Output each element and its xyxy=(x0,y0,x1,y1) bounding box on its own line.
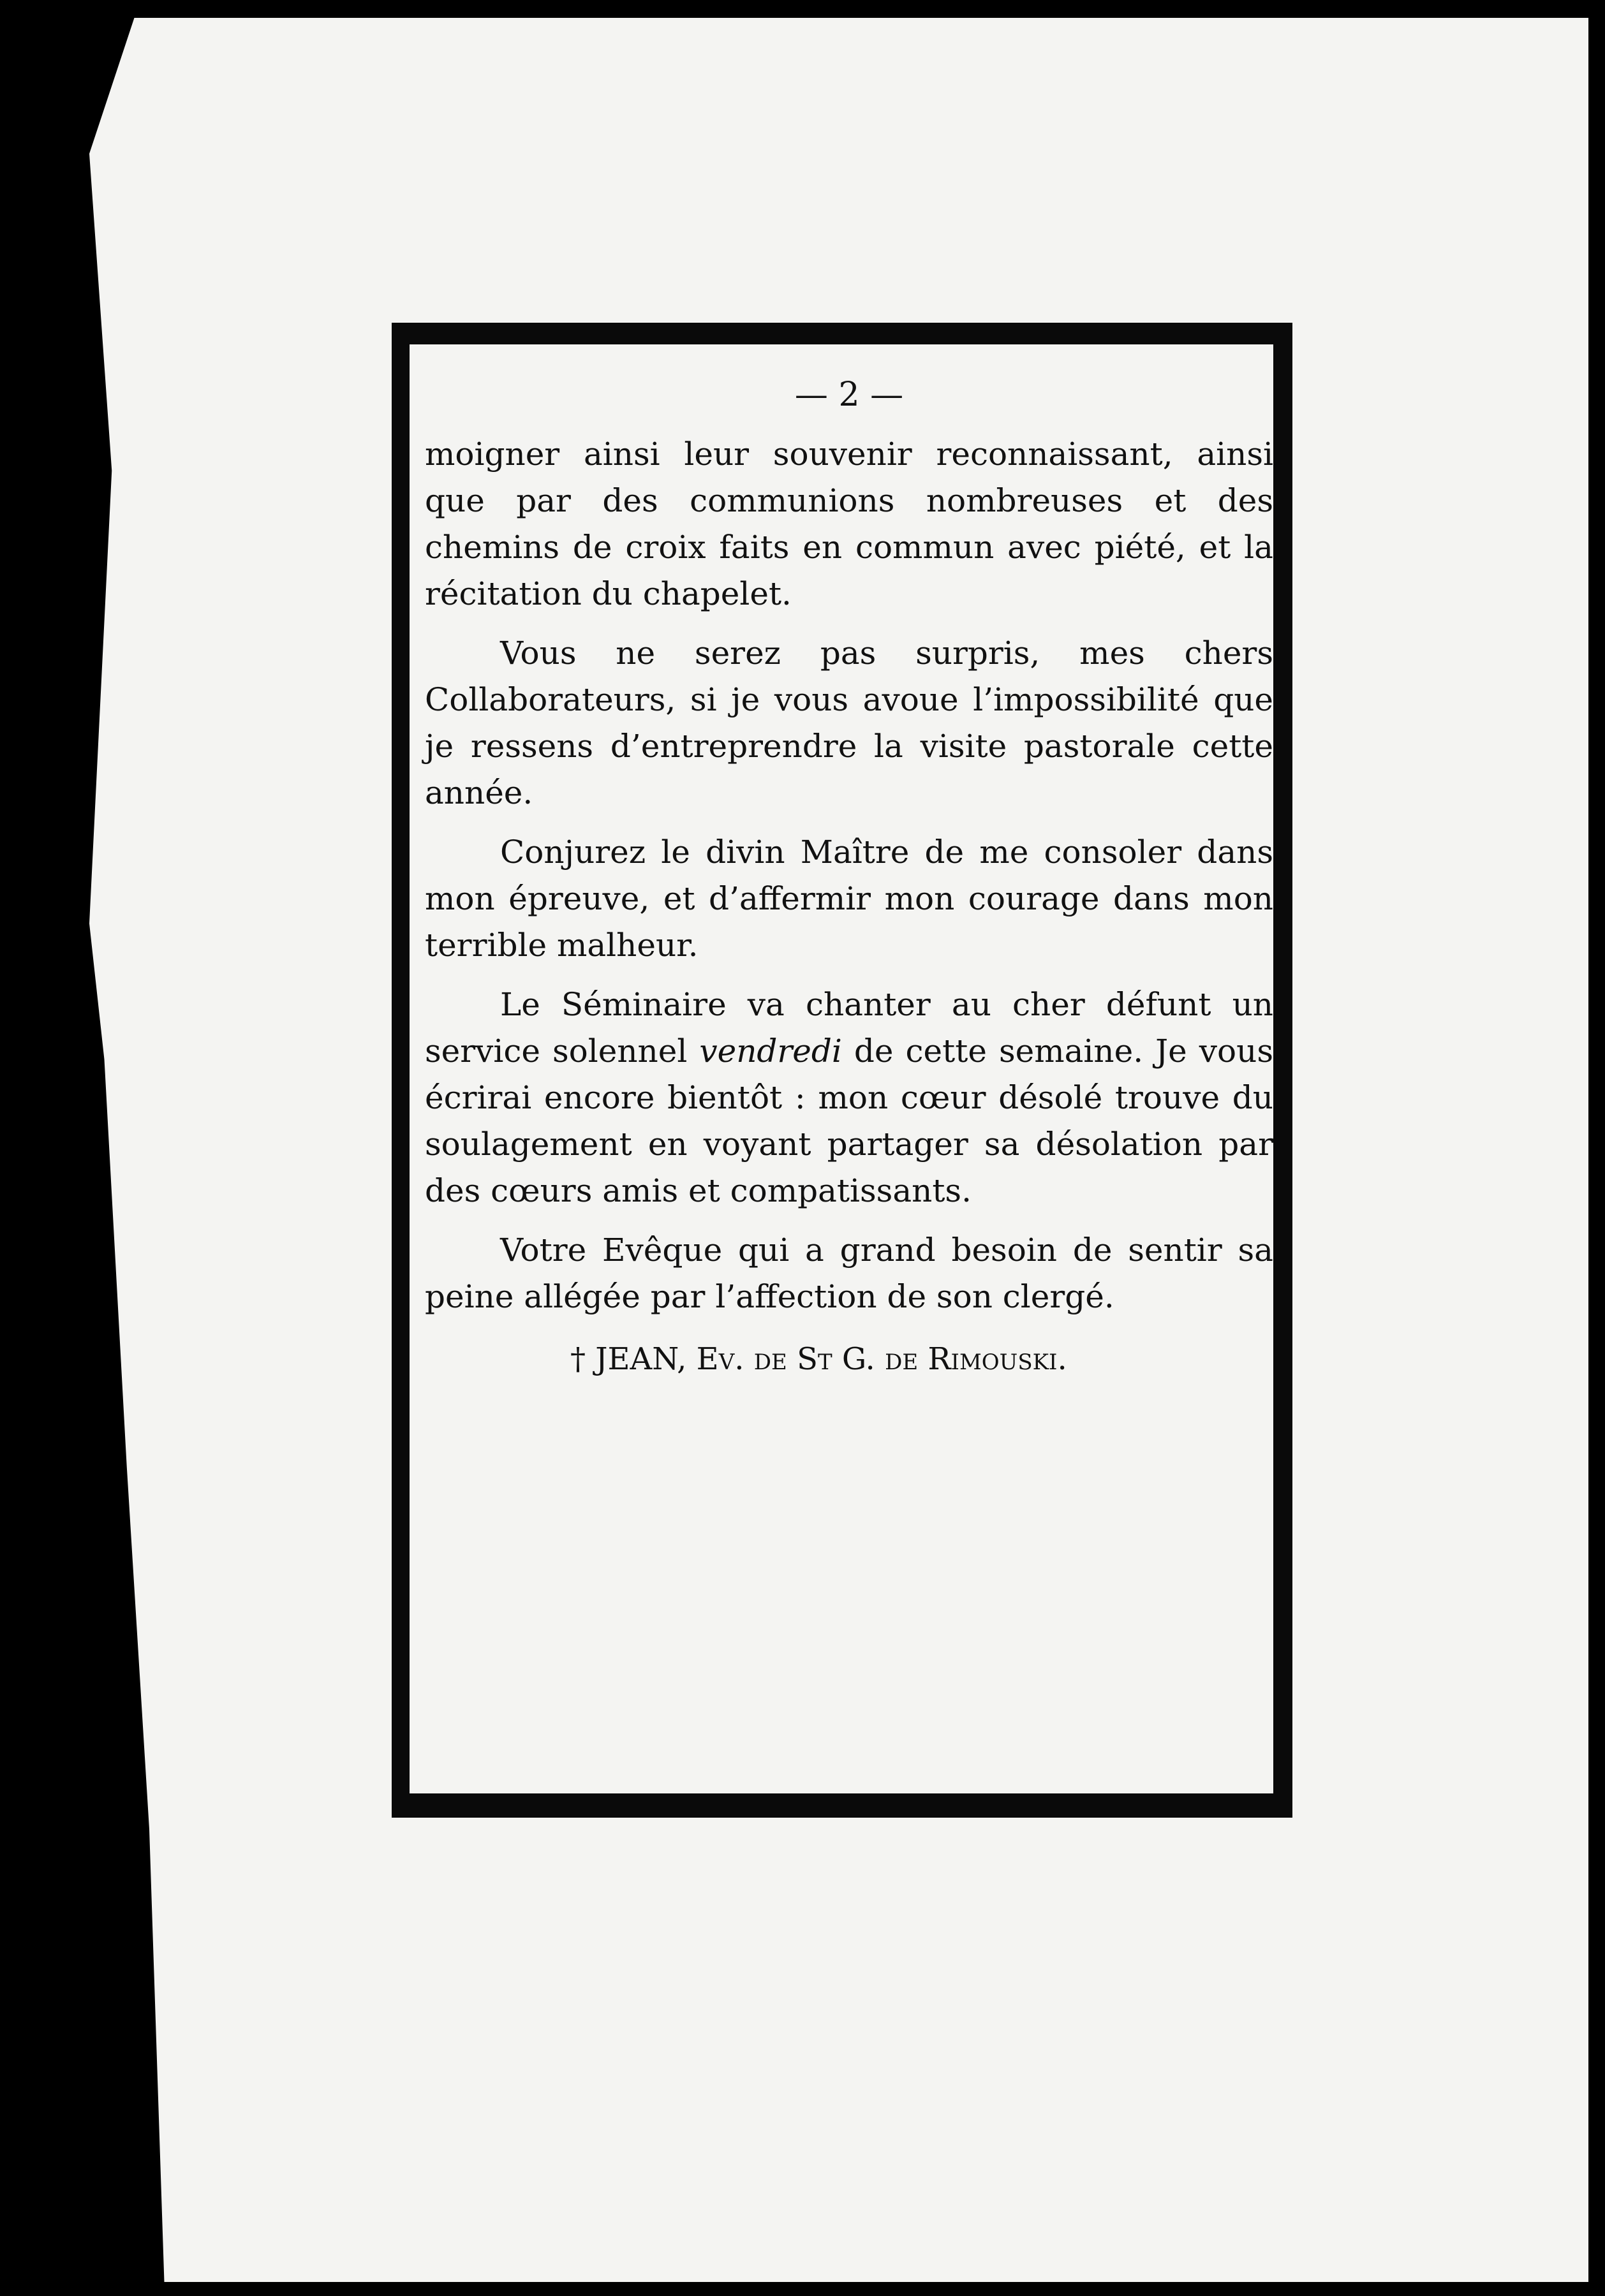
paragraph-4-emphasis: vendredi xyxy=(699,1033,842,1070)
signature xyxy=(425,1336,1273,1383)
paragraph-4 xyxy=(425,982,1273,1214)
paragraph-5: Votre Evêque qui a grand besoin de sentir sa peine allégée par l’affection de son clergé. xyxy=(425,1232,1273,1315)
paragraph-1: moigner ainsi leur souvenir reconnaissant, ainsi que par des communions nombreuses et des chemins de croix faits en commun avec piété, et la récitation du chapelet. xyxy=(425,436,1273,612)
paragraph-4-start: Le Séminaire va chanter au cher défunt un service solennel xyxy=(425,986,1273,1070)
signature-name: † JEAN, xyxy=(570,1341,697,1377)
signature-title: Ev. de St G. de Rimouski. xyxy=(696,1341,1067,1377)
paragraph-4-end: de cette semaine. Je vous écrirai encore bientôt : mon cœur désolé trouve du soulagement en voyant partager sa désolation par des cœurs amis et compatissants. xyxy=(425,1033,1273,1209)
page-number: — 2 — xyxy=(794,376,904,414)
paragraph-3: Conjurez le divin Maître de me consoler dans mon épreuve, et d’affermir mon courage dans mon terrible malheur. xyxy=(425,834,1273,964)
paragraph-2: Vous ne serez pas surpris, mes chers Collaborateurs, si je vous avoue l’impossibilité que je ressens d’entreprendre la visite pastorale cette année. xyxy=(425,635,1273,811)
letter-body xyxy=(425,370,1273,1383)
